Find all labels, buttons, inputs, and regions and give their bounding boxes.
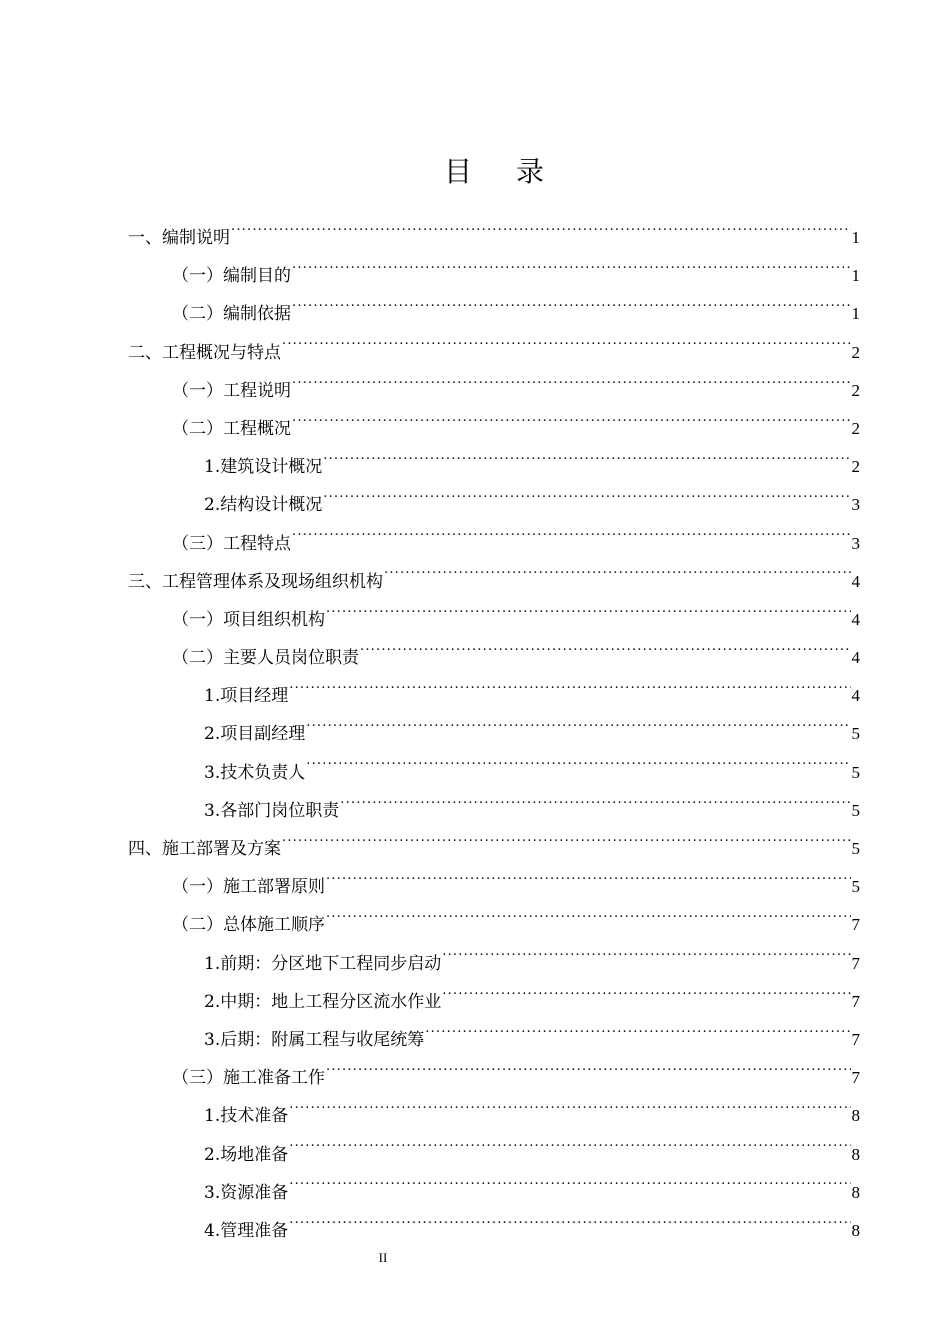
toc-leader-dots — [289, 1181, 850, 1198]
table-of-contents — [128, 219, 860, 1250]
toc-entry[interactable] — [128, 945, 860, 983]
toc-leader-dots — [282, 837, 851, 854]
toc-entry-page: 8 — [851, 1106, 860, 1126]
toc-leader-dots — [289, 1143, 850, 1160]
toc-entry-label: （一）项目组织机构 — [172, 609, 325, 630]
toc-entry-page: 8 — [851, 1220, 860, 1240]
toc-entry[interactable] — [128, 1097, 860, 1135]
toc-leader-dots — [292, 264, 851, 281]
toc-leader-dots — [360, 646, 851, 663]
toc-entry[interactable] — [128, 754, 860, 792]
toc-entry-label: 二、工程概况与特点 — [128, 342, 281, 363]
toc-leader-dots — [323, 455, 850, 472]
toc-entry-label: （二）总体施工顺序 — [172, 915, 325, 936]
toc-leader-dots — [292, 302, 851, 319]
toc-leader-dots — [289, 684, 850, 701]
toc-entry-label: 1.项目经理 — [204, 686, 289, 707]
toc-leader-dots — [231, 226, 851, 243]
toc-leader-dots — [384, 570, 851, 587]
toc-entry[interactable] — [128, 1212, 860, 1250]
toc-entry-label: 3.各部门岗位职责 — [204, 800, 340, 821]
toc-entry-label: （二）主要人员岗位职责 — [172, 648, 359, 669]
toc-entry-page: 8 — [851, 1182, 860, 1202]
toc-leader-dots — [306, 722, 850, 739]
toc-entry-label: （一）施工部署原则 — [172, 877, 325, 898]
toc-entry[interactable] — [128, 639, 860, 677]
toc-entry-page: 2 — [851, 418, 860, 438]
toc-entry-label: （一）工程说明 — [172, 380, 291, 401]
toc-leader-dots — [326, 608, 851, 625]
toc-entry[interactable] — [128, 257, 860, 295]
toc-entry[interactable] — [128, 715, 860, 753]
page-title-left: 目 — [443, 155, 472, 188]
toc-leader-dots — [289, 1219, 850, 1236]
toc-entry-page: 2 — [851, 457, 860, 477]
toc-leader-dots — [289, 1104, 850, 1121]
toc-leader-dots — [425, 1028, 850, 1045]
toc-entry-label: （三）施工准备工作 — [172, 1068, 325, 1089]
toc-leader-dots — [442, 952, 850, 969]
toc-entry-page: 1 — [851, 228, 860, 247]
toc-leader-dots — [292, 417, 851, 434]
toc-entry-page: 3 — [851, 495, 860, 515]
toc-entry[interactable] — [128, 525, 860, 563]
toc-entry-page: 5 — [851, 762, 860, 782]
toc-entry-page: 5 — [851, 877, 860, 897]
toc-entry-page: 7 — [851, 915, 860, 935]
toc-leader-dots — [282, 341, 851, 358]
toc-entry-page: 7 — [851, 1068, 860, 1088]
toc-entry[interactable] — [128, 983, 860, 1021]
toc-entry-label: 3.资源准备 — [204, 1182, 289, 1203]
toc-entry[interactable] — [128, 830, 860, 868]
toc-entry[interactable] — [128, 486, 860, 524]
toc-entry-label: 1.技术准备 — [204, 1106, 289, 1127]
toc-entry-page: 1 — [851, 266, 860, 286]
toc-entry-page: 4 — [851, 571, 860, 591]
toc-entry[interactable] — [128, 1059, 860, 1097]
toc-entry-page: 7 — [851, 1029, 860, 1049]
toc-leader-dots — [340, 799, 850, 816]
toc-entry-label: 三、工程管理体系及现场组织机构 — [128, 571, 383, 592]
toc-entry-label: 1.前期：分区地下工程同步启动 — [204, 953, 442, 974]
toc-entry[interactable] — [128, 1021, 860, 1059]
toc-entry[interactable] — [128, 334, 860, 372]
toc-entry-label: （三）工程特点 — [172, 533, 291, 554]
toc-entry-label: 2.结构设计概况 — [204, 495, 323, 516]
toc-entry[interactable] — [128, 1174, 860, 1212]
toc-entry[interactable] — [128, 448, 860, 486]
toc-entry-page: 4 — [851, 686, 860, 706]
toc-leader-dots — [442, 990, 850, 1007]
toc-entry-label: 2.中期：地上工程分区流水作业 — [204, 991, 442, 1012]
toc-entry-label: 3.后期：附属工程与收尾统筹 — [204, 1029, 425, 1050]
toc-entry[interactable] — [128, 295, 860, 333]
toc-entry-page: 4 — [851, 648, 860, 668]
toc-leader-dots — [292, 532, 851, 549]
toc-entry[interactable] — [128, 410, 860, 448]
toc-leader-dots — [306, 761, 850, 778]
toc-entry[interactable] — [128, 219, 860, 257]
toc-entry-page: 5 — [851, 800, 860, 820]
toc-entry-page: 1 — [851, 304, 860, 324]
toc-entry-page: 5 — [851, 839, 860, 858]
toc-entry-page: 8 — [851, 1144, 860, 1164]
toc-entry-label: （二）编制依据 — [172, 304, 291, 325]
toc-entry-page: 2 — [851, 342, 860, 362]
toc-entry-page: 3 — [851, 533, 860, 553]
toc-entry[interactable] — [128, 906, 860, 944]
page-title-right: 录 — [516, 155, 545, 188]
toc-entry-page: 7 — [851, 953, 860, 973]
toc-entry[interactable] — [128, 677, 860, 715]
page-number: II — [378, 1250, 388, 1265]
toc-entry[interactable] — [128, 563, 860, 601]
toc-entry[interactable] — [128, 601, 860, 639]
toc-entry[interactable] — [128, 1136, 860, 1174]
toc-entry-label: 2.项目副经理 — [204, 724, 306, 745]
toc-entry-label: （一）编制目的 — [172, 266, 291, 287]
toc-entry-page: 4 — [851, 609, 860, 629]
toc-entry-label: （二）工程概况 — [172, 418, 291, 439]
toc-entry-page: 7 — [851, 991, 860, 1011]
toc-entry[interactable] — [128, 792, 860, 830]
toc-entry[interactable] — [128, 372, 860, 410]
toc-leader-dots — [323, 493, 850, 510]
toc-entry-page: 5 — [851, 724, 860, 744]
toc-entry-label: 2.场地准备 — [204, 1144, 289, 1165]
page-title — [0, 150, 950, 190]
toc-entry[interactable] — [128, 868, 860, 906]
toc-entry-label: 4.管理准备 — [204, 1220, 289, 1241]
toc-leader-dots — [326, 913, 851, 930]
toc-entry-label: 一、编制说明 — [128, 228, 230, 248]
toc-leader-dots — [292, 379, 851, 396]
toc-leader-dots — [326, 875, 851, 892]
toc-entry-page: 2 — [851, 380, 860, 400]
toc-entry-label: 四、施工部署及方案 — [128, 839, 281, 859]
toc-leader-dots — [326, 1066, 851, 1083]
toc-entry-label: 3.技术负责人 — [204, 762, 306, 783]
toc-entry-label: 1.建筑设计概况 — [204, 457, 323, 478]
